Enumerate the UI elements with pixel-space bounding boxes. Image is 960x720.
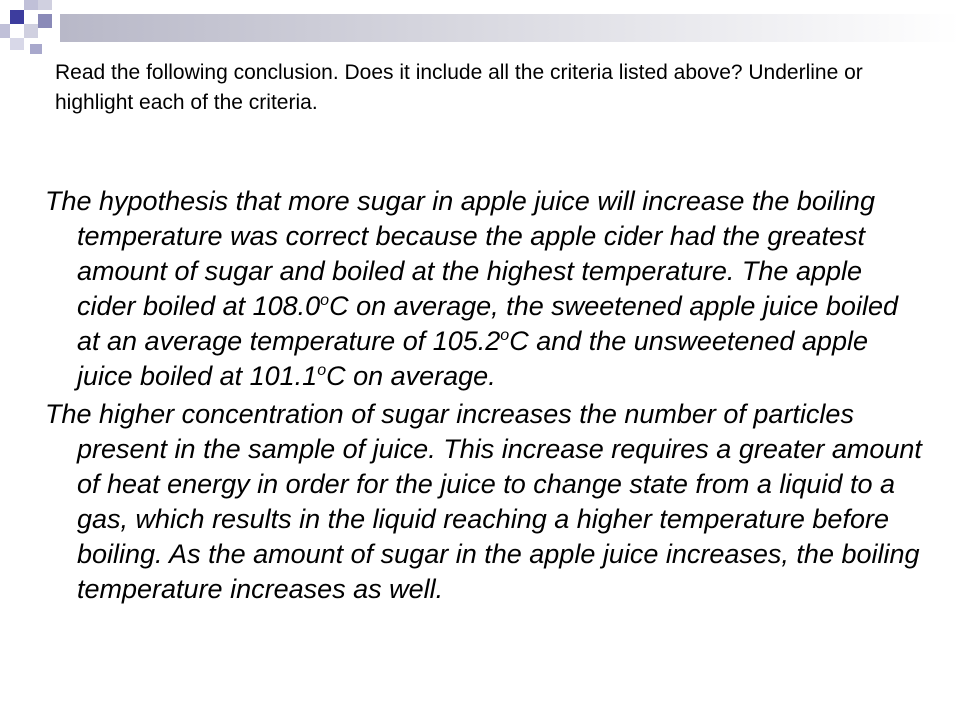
decor-square-mid — [38, 14, 52, 28]
degree-superscript: o — [317, 362, 327, 379]
paragraph-1-text-b: C on average, the sweetened apple juice boiled at an average temperature of 105.2 — [77, 291, 898, 356]
decor-square-dark — [10, 10, 24, 24]
conclusion-paragraph-2: The higher concentration of sugar increases the number of particles present in the sample of juice. This increase requires a greater amount of heat energy in order for the juice to change state from a liquid to a gas, which results in the liquid reaching a higher temperature before boiling. As the amount of sugar in the apple juice increases, the boiling temperature increases as well. — [45, 399, 922, 604]
conclusion-paragraph-1 — [45, 184, 925, 394]
decorative-header — [0, 0, 960, 56]
paragraph-1-text-d: C on average. — [326, 361, 496, 391]
decor-square-light — [38, 0, 52, 10]
decor-square-light — [0, 24, 10, 38]
conclusion-text — [45, 184, 925, 610]
degree-superscript: o — [500, 327, 510, 344]
decor-square-mid — [30, 44, 42, 54]
paragraph-1-text-a: The hypothesis that more sugar in apple juice will increase the boiling temperature was correct because the apple cider had the greatest amount of sugar and boiled at the highest temperature. The apple cider boiled at 108.0 — [45, 186, 875, 321]
instruction-text: Read the following conclusion. Does it include all the criteria listed above? Underline or highlight each of the criteria. — [55, 61, 863, 114]
decor-square-light — [10, 38, 24, 50]
decor-square-light — [24, 24, 38, 38]
paragraph-1-text-c: C and the unsweetened apple juice boiled at 101.1 — [77, 326, 868, 391]
decor-square-light — [24, 0, 38, 10]
header-gradient-bar — [60, 14, 960, 42]
degree-superscript: o — [320, 292, 330, 309]
